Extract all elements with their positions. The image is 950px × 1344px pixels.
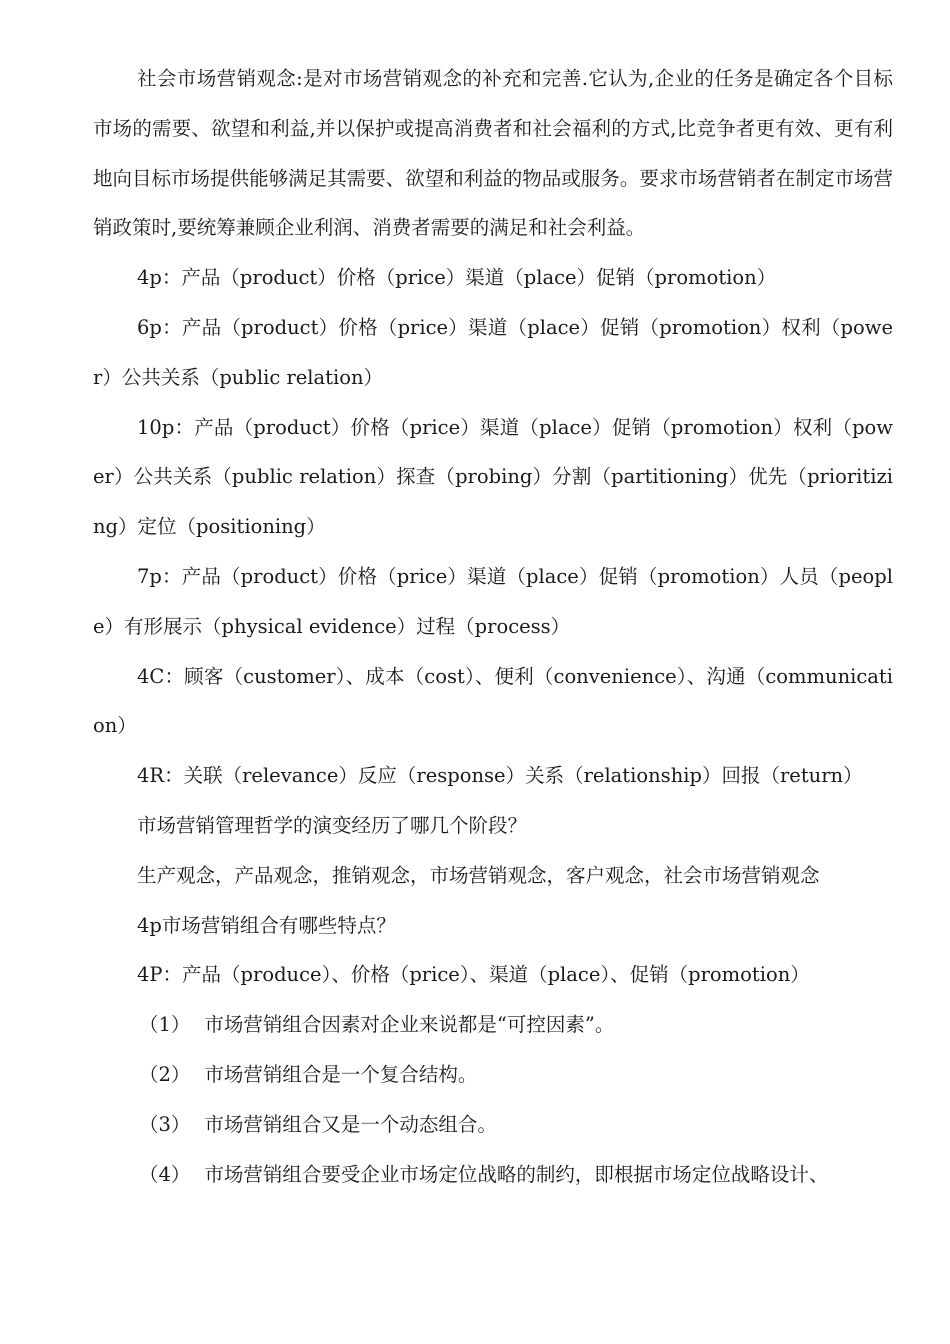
list-item: [93, 1050, 893, 1100]
paragraph-4p-summary: 4P：产品（produce）、价格（price）、渠道（place）、促销（promotion）: [137, 963, 810, 987]
list-item-number: （2）: [139, 1062, 191, 1086]
list-item-number: （3）: [139, 1112, 191, 1136]
list-item: [93, 1150, 893, 1200]
list-item-text: 市场营销组合是一个复合结构。: [204, 1062, 478, 1086]
paragraph-6p-definition: 6p：产品（product）价格（price）渠道（place）促销（promotion）权利（power）公共关系（public relation）: [93, 315, 893, 389]
list-item-number: （4）: [139, 1162, 191, 1186]
question-4p-characteristics: 4p市场营销组合有哪些特点？: [137, 913, 396, 937]
list-item: [93, 1000, 893, 1050]
list-item-text: 市场营销组合因素对企业来说都是“可控因素”。: [204, 1013, 615, 1037]
list-item: [93, 1100, 893, 1150]
list-item-text: 市场营销组合又是一个动态组合。: [204, 1112, 497, 1136]
paragraph-7p-definition: 7p：产品（product）价格（price）渠道（place）促销（promotion）人员（people）有形展示（physical evidence）过程（process）: [93, 564, 893, 638]
paragraph-social-marketing-concept: 社会市场营销观念:是对市场营销观念的补充和完善.它认为,企业的任务是确定各个目标市场的需要、欲望和利益,并以保护或提高消费者和社会福利的方式,比竞争者更有效、更有利地向目标市场提供能够满足其需要、欲望和利益的物品或服务。要求市场营销者在制定市场营销政策时,要统筹兼顾企业利润、消费者需要的满足和社会利益。: [93, 67, 893, 240]
paragraph-10p-definition: 10p：产品（product）价格（price）渠道（place）促销（promotion）权利（power）公共关系（public relation）探查（probing）分割（partitioning）优先（prioritizing）定位（positioning）: [93, 415, 893, 539]
paragraph-4r-definition: 4R：关联（relevance）反应（response）关系（relationship）回报（return）: [137, 764, 863, 788]
paragraph-4c-definition: 4C：顾客（customer）、成本（cost）、便利（convenience）、沟通（communication）: [93, 664, 893, 738]
document-page: [93, 54, 893, 1199]
list-item-text: 市场营销组合要受企业市场定位战略的制约，即根据市场定位战略设计、: [204, 1162, 829, 1186]
paragraph-4p-definition: 4p：产品（product）价格（price）渠道（place）促销（promotion）: [137, 266, 777, 290]
answer-marketing-philosophy-stages: 生产观念，产品观念，推销观念，市场营销观念，客户观念，社会市场营销观念: [137, 863, 820, 887]
question-marketing-philosophy-stages: 市场营销管理哲学的演变经历了哪几个阶段？: [137, 813, 528, 837]
list-item-number: （1）: [139, 1013, 191, 1037]
